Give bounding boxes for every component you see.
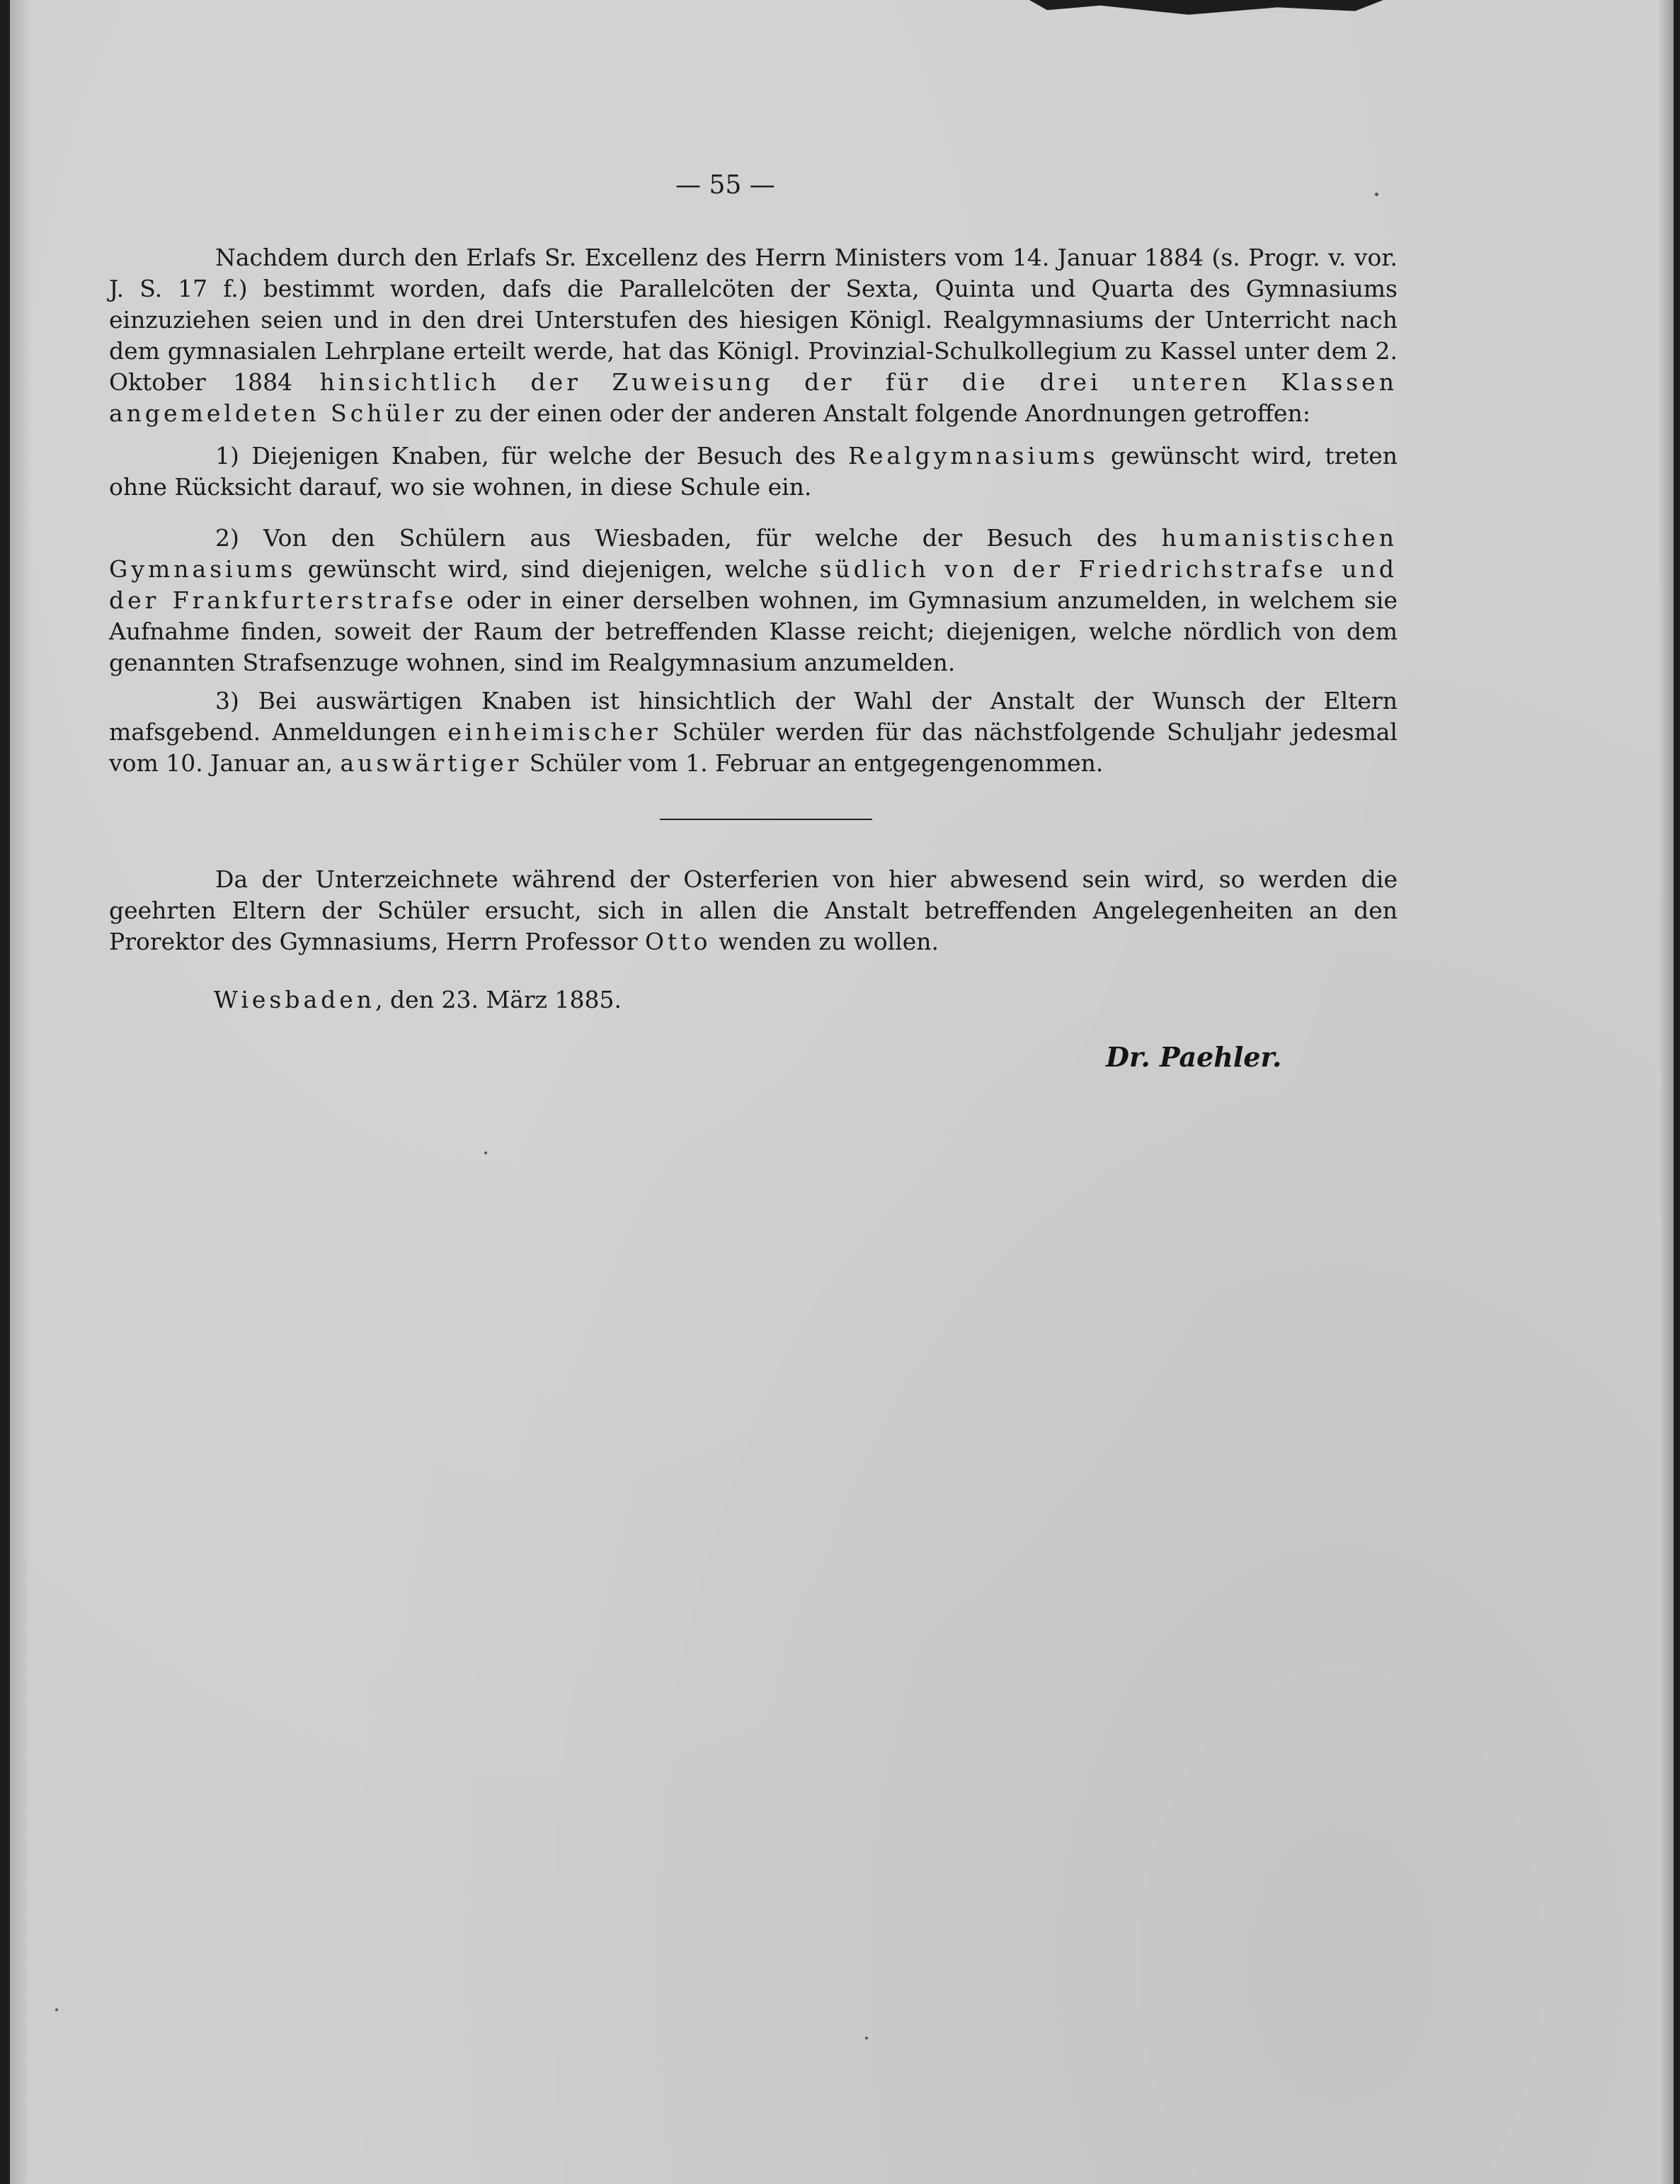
rule-3-text-3: Schüler vom 1. Februar an entgegengenommen. [522, 749, 1104, 777]
rule-3-paragraph [109, 686, 1398, 779]
rule-3-text-1: 3) Bei auswärtigen Knaben ist hinsichtlich der Wahl der Anstalt der Wunsch der Eltern mafsgebend. Anmeldungen [109, 687, 1398, 746]
paper-speck [55, 2008, 58, 2011]
paper-speck [865, 2037, 868, 2040]
rule-1-text-2: gewünscht wird, treten ohne Rücksicht darauf, wo sie wohnen, in diese Schule ein. [109, 442, 1398, 501]
rule-1-spaced-text: Realgymnasiums [847, 442, 1099, 470]
rule-1-paragraph [109, 440, 1398, 503]
rule-2-text-1: 2) Von den Schülern aus Wiesbaden, für welche der Besuch des [215, 524, 1162, 552]
section-divider [660, 819, 872, 820]
rule-3-text-2: Schüler werden für das nächstfolgende Schuljahr jedesmal vom 10. Januar an, [109, 718, 1398, 777]
paper-speck [484, 1151, 487, 1154]
torn-edge [1029, 0, 1383, 18]
date-place: Wiesbaden [214, 986, 376, 1013]
intro-spaced-text: hinsichtlich der Zuweisung der für die drei unteren Klassen angemeldeten Schüler [109, 368, 1398, 427]
document-page [10, 0, 1674, 2184]
rule-3-spaced-text-1: einheimischer [447, 718, 661, 746]
notice-spaced-text: Otto [645, 928, 712, 955]
date-text: , den 23. März 1885. [375, 986, 622, 1013]
date-line [214, 984, 622, 1016]
rule-2-text-2: gewünscht wird, sind diejenigen, welche [296, 555, 820, 583]
rule-2-paragraph [109, 523, 1398, 678]
intro-text-1: Nachdem durch den Erlafs Sr. Excellenz des Herrn Ministers vom 14. Januar 1884 (s. Progr. v. vor. J. S. 17 f.) bestimmt worden, dafs die Parallelcöten der Sexta, Quinta und Quarta des Gymnasiums einzuziehen seien und in den drei Unterstufen des hiesigen Königl. Realgymnasiums der Unterricht nach dem gymnasialen Lehrplane erteilt werde, hat das Königl. Provinzial-Schulkollegium zu Kassel unter dem 2. Oktober 1884 [109, 244, 1398, 396]
notice-text-2: wenden zu wollen. [711, 928, 939, 955]
signature: Dr. Paehler. [1106, 1041, 1282, 1073]
paper-speck [1375, 193, 1378, 196]
intro-text-2: zu der einen oder der anderen Anstalt folgende Anordnungen getroffen: [447, 399, 1310, 427]
rule-3-spaced-text-2: auswärtiger [340, 749, 522, 777]
notice-paragraph [109, 864, 1398, 957]
rule-2-spaced-text-1: humanistischen Gymnasiums [109, 524, 1398, 583]
page-number: — 55 — [675, 171, 775, 200]
intro-paragraph [109, 242, 1398, 429]
rule-2-spaced-text-2: südlich von der Friedrichstrafse und der Frankfurterstrafse [109, 555, 1398, 614]
rule-2-text-3: oder in einer derselben wohnen, im Gymnasium anzumelden, in welchem sie Aufnahme finden, soweit der Raum der betreffenden Klasse reicht; diejenigen, welche nördlich von dem genannten Strafsenzuge wohnen, sind im Realgymnasium anzumelden. [109, 586, 1398, 676]
notice-text-1: Da der Unterzeichnete während der Osterferien von hier abwesend sein wird, so werden die geehrten Eltern der Schüler ersucht, sich in allen die Anstalt betreffenden Angelegenheiten an den Prorektor des Gymnasiums, Herrn Professor [109, 865, 1398, 955]
rule-1-text-1: 1) Diejenigen Knaben, für welche der Besuch des [215, 442, 848, 470]
